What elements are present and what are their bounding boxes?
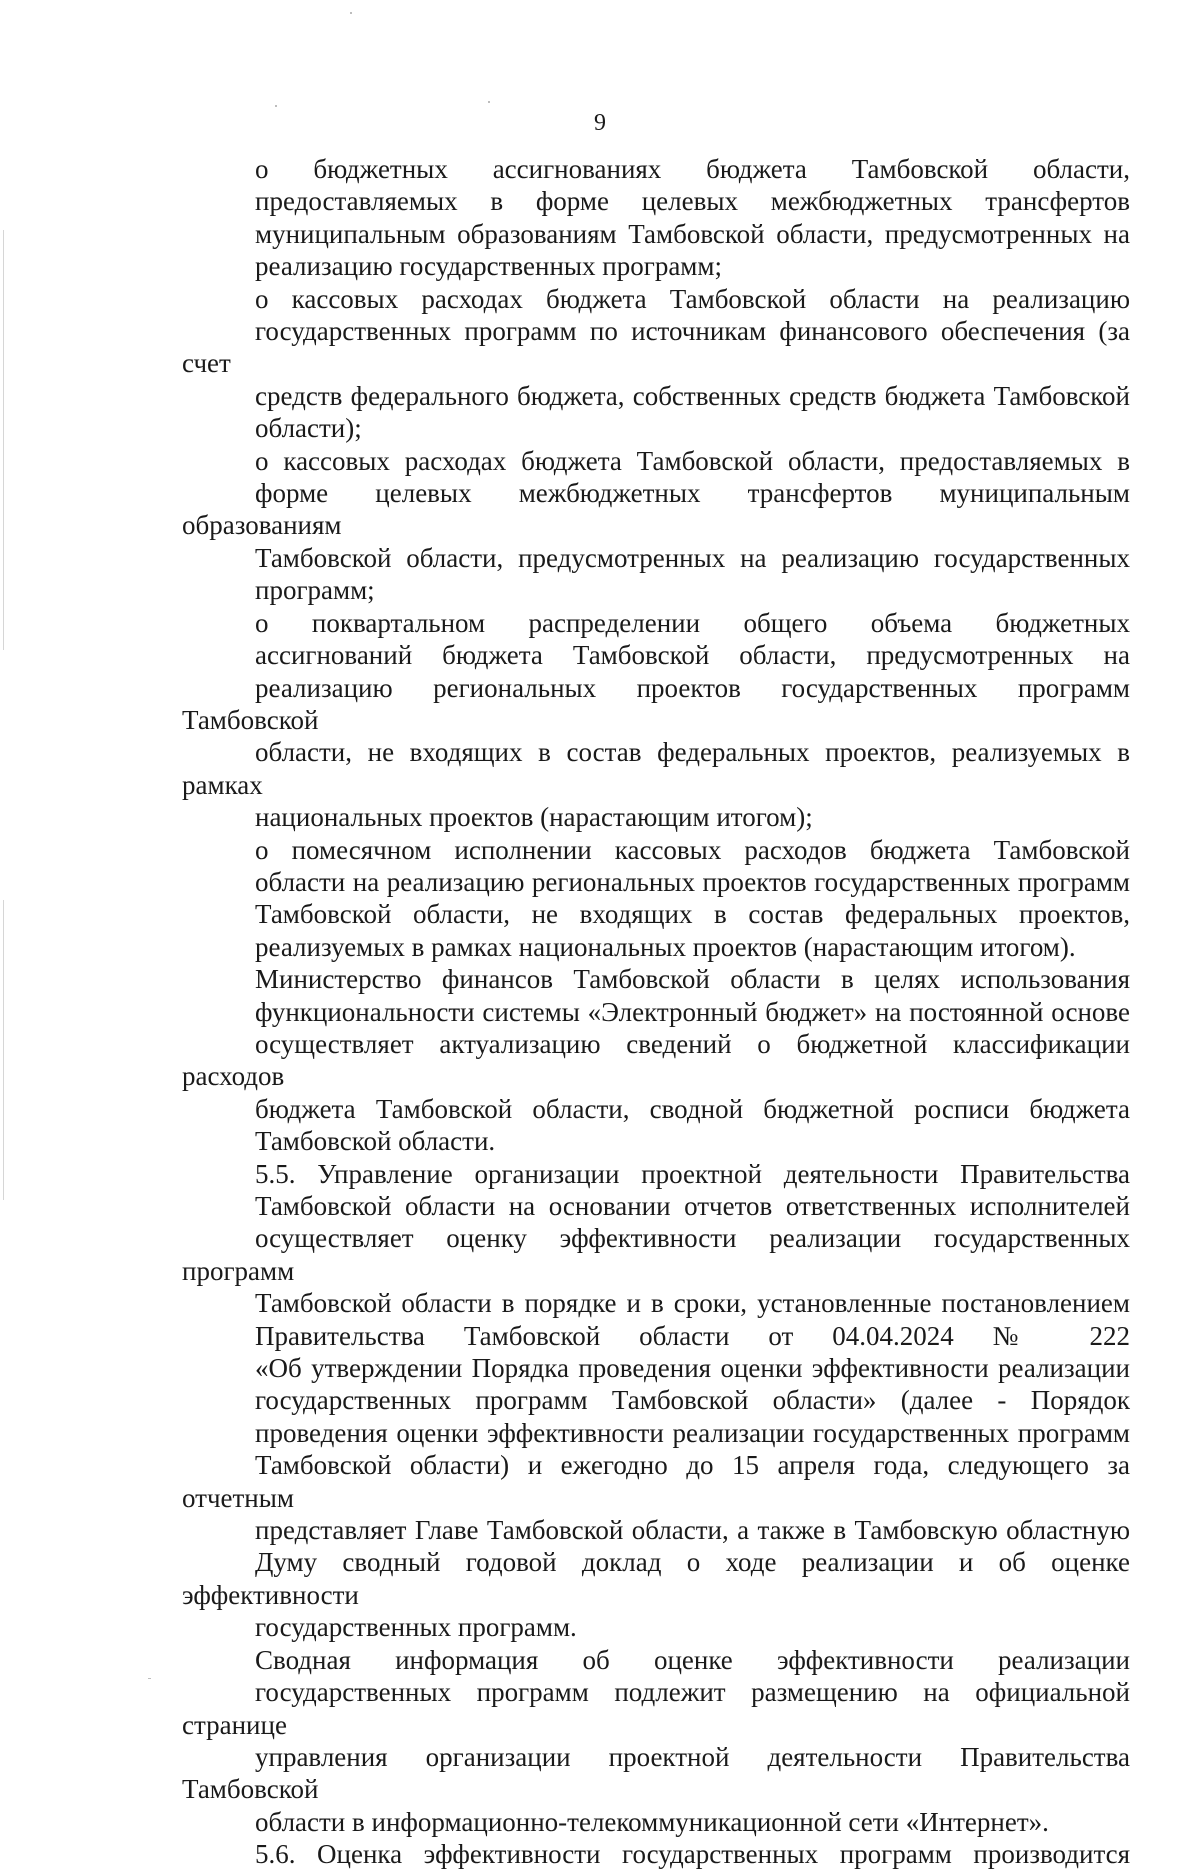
text-line: проведения оценки эффективности реализации государственных программ (255, 1417, 1130, 1448)
scan-edge-mark (3, 230, 4, 650)
text-line: Правительства Тамбовской области от 04.04.2024 № 222 (255, 1320, 1130, 1351)
text-line: управления организации проектной деятельности Правительства Тамбовской (182, 1741, 1130, 1805)
text-line: о помесячном исполнении кассовых расходов бюджета Тамбовской (255, 834, 1130, 865)
text-line: реализуемых в рамках национальных проектов (нарастающим итогом). (255, 931, 1076, 962)
text-line: осуществляет актуализацию сведений о бюджетной классификации расходов (182, 1028, 1130, 1092)
text-line: национальных проектов (нарастающим итогом); (255, 802, 813, 833)
text-line: Министерство финансов Тамбовской области в целях использования (255, 964, 1130, 995)
paragraph-quarterly-distribution (182, 607, 1130, 834)
paragraph-summary-information (182, 1644, 1130, 1838)
text-line: государственных программ подлежит размещению на официальной странице (182, 1677, 1130, 1740)
scan-edge-mark (3, 900, 4, 1200)
text-line: реализацию государственных программ; (255, 251, 722, 282)
scan-speck (488, 101, 490, 103)
text-line: осуществляет оценку эффективности реализации государственных программ (182, 1223, 1130, 1286)
text-line: 5.5. Управление организации проектной деятельности Правительства (255, 1158, 1130, 1189)
text-line: государственных программ Тамбовской области» (далее - Порядок (255, 1385, 1130, 1416)
text-line: государственных программ. (255, 1612, 577, 1643)
text-line: Думу сводный годовой доклад о ходе реализации и об оценке эффективности (182, 1547, 1130, 1610)
text-line: функциональности системы «Электронный бюджет» на постоянной основе (255, 996, 1130, 1027)
paragraph-monthly-execution (182, 834, 1130, 964)
paragraph-cash-expenses-sources (182, 283, 1130, 445)
paragraph-section-5-5 (182, 1158, 1130, 1644)
text-line: области в информационно-телекоммуникационной сети «Интернет». (255, 1806, 1049, 1837)
text-line: Сводная информация об оценке эффективности реализации (255, 1644, 1130, 1675)
text-line: муниципальным образованиям Тамбовской области, предусмотренных на (255, 218, 1130, 249)
paragraph-section-5-6 (182, 1838, 1130, 1870)
paragraph-cash-expenses-transfers (182, 445, 1130, 607)
text-line: средств федерального бюджета, собственных средств бюджета Тамбовской (255, 380, 1130, 411)
scan-speck (275, 105, 277, 107)
text-line: о кассовых расходах бюджета Тамбовской области на реализацию (255, 283, 1130, 314)
text-line: Тамбовской области. (255, 1126, 496, 1157)
paragraph-ministry-of-finance (182, 963, 1130, 1157)
text-line: ассигнований бюджета Тамбовской области, предусмотренных на (255, 640, 1130, 671)
document-body (182, 153, 1130, 1871)
text-line: Тамбовской области на основании отчетов ответственных исполнителей (255, 1191, 1130, 1221)
text-line: о поквартальном распределении общего объема бюджетных (255, 607, 1130, 638)
text-line: Тамбовской области в порядке и в сроки, установленные постановлением (255, 1288, 1130, 1319)
text-line: реализацию региональных проектов государственных программ Тамбовской (182, 672, 1130, 735)
text-line: области, не входящих в состав федеральных проектов, реализуемых в рамках (182, 737, 1130, 800)
text-line: о бюджетных ассигнованиях бюджета Тамбовской области, (255, 154, 1130, 184)
text-line: программ; (255, 575, 375, 606)
paragraph-budget-allocations (182, 153, 1130, 283)
scan-speck (350, 12, 352, 14)
text-line: Тамбовской области, не входящих в состав федеральных проектов, (255, 899, 1130, 930)
text-line: области на реализацию региональных проектов государственных программ (255, 866, 1130, 897)
text-line: предоставляемых в форме целевых межбюджетных трансфертов (255, 186, 1130, 217)
text-line: Тамбовской области) и ежегодно до 15 апреля года, следующего за отчетным (182, 1450, 1130, 1513)
text-line: форме целевых межбюджетных трансфертов муниципальным образованиям (182, 478, 1130, 541)
text-line: представляет Главе Тамбовской области, а также в Тамбовскую областную (255, 1515, 1130, 1546)
text-line: о кассовых расходах бюджета Тамбовской области, предоставляемых в (255, 445, 1130, 476)
text-line: области); (255, 413, 362, 444)
scan-speck (148, 1678, 151, 1679)
text-line: 5.6. Оценка эффективности государственных программ производится (255, 1839, 1130, 1870)
text-line: Тамбовской области, предусмотренных на реализацию государственных (255, 542, 1130, 573)
text-line: «Об утверждении Порядка проведения оценки эффективности реализации (255, 1353, 1130, 1384)
text-line: бюджета Тамбовской области, сводной бюджетной росписи бюджета (255, 1093, 1130, 1124)
text-line: государственных программ по источникам финансового обеспечения (за счет (182, 316, 1130, 379)
page-number: 9 (594, 110, 606, 136)
